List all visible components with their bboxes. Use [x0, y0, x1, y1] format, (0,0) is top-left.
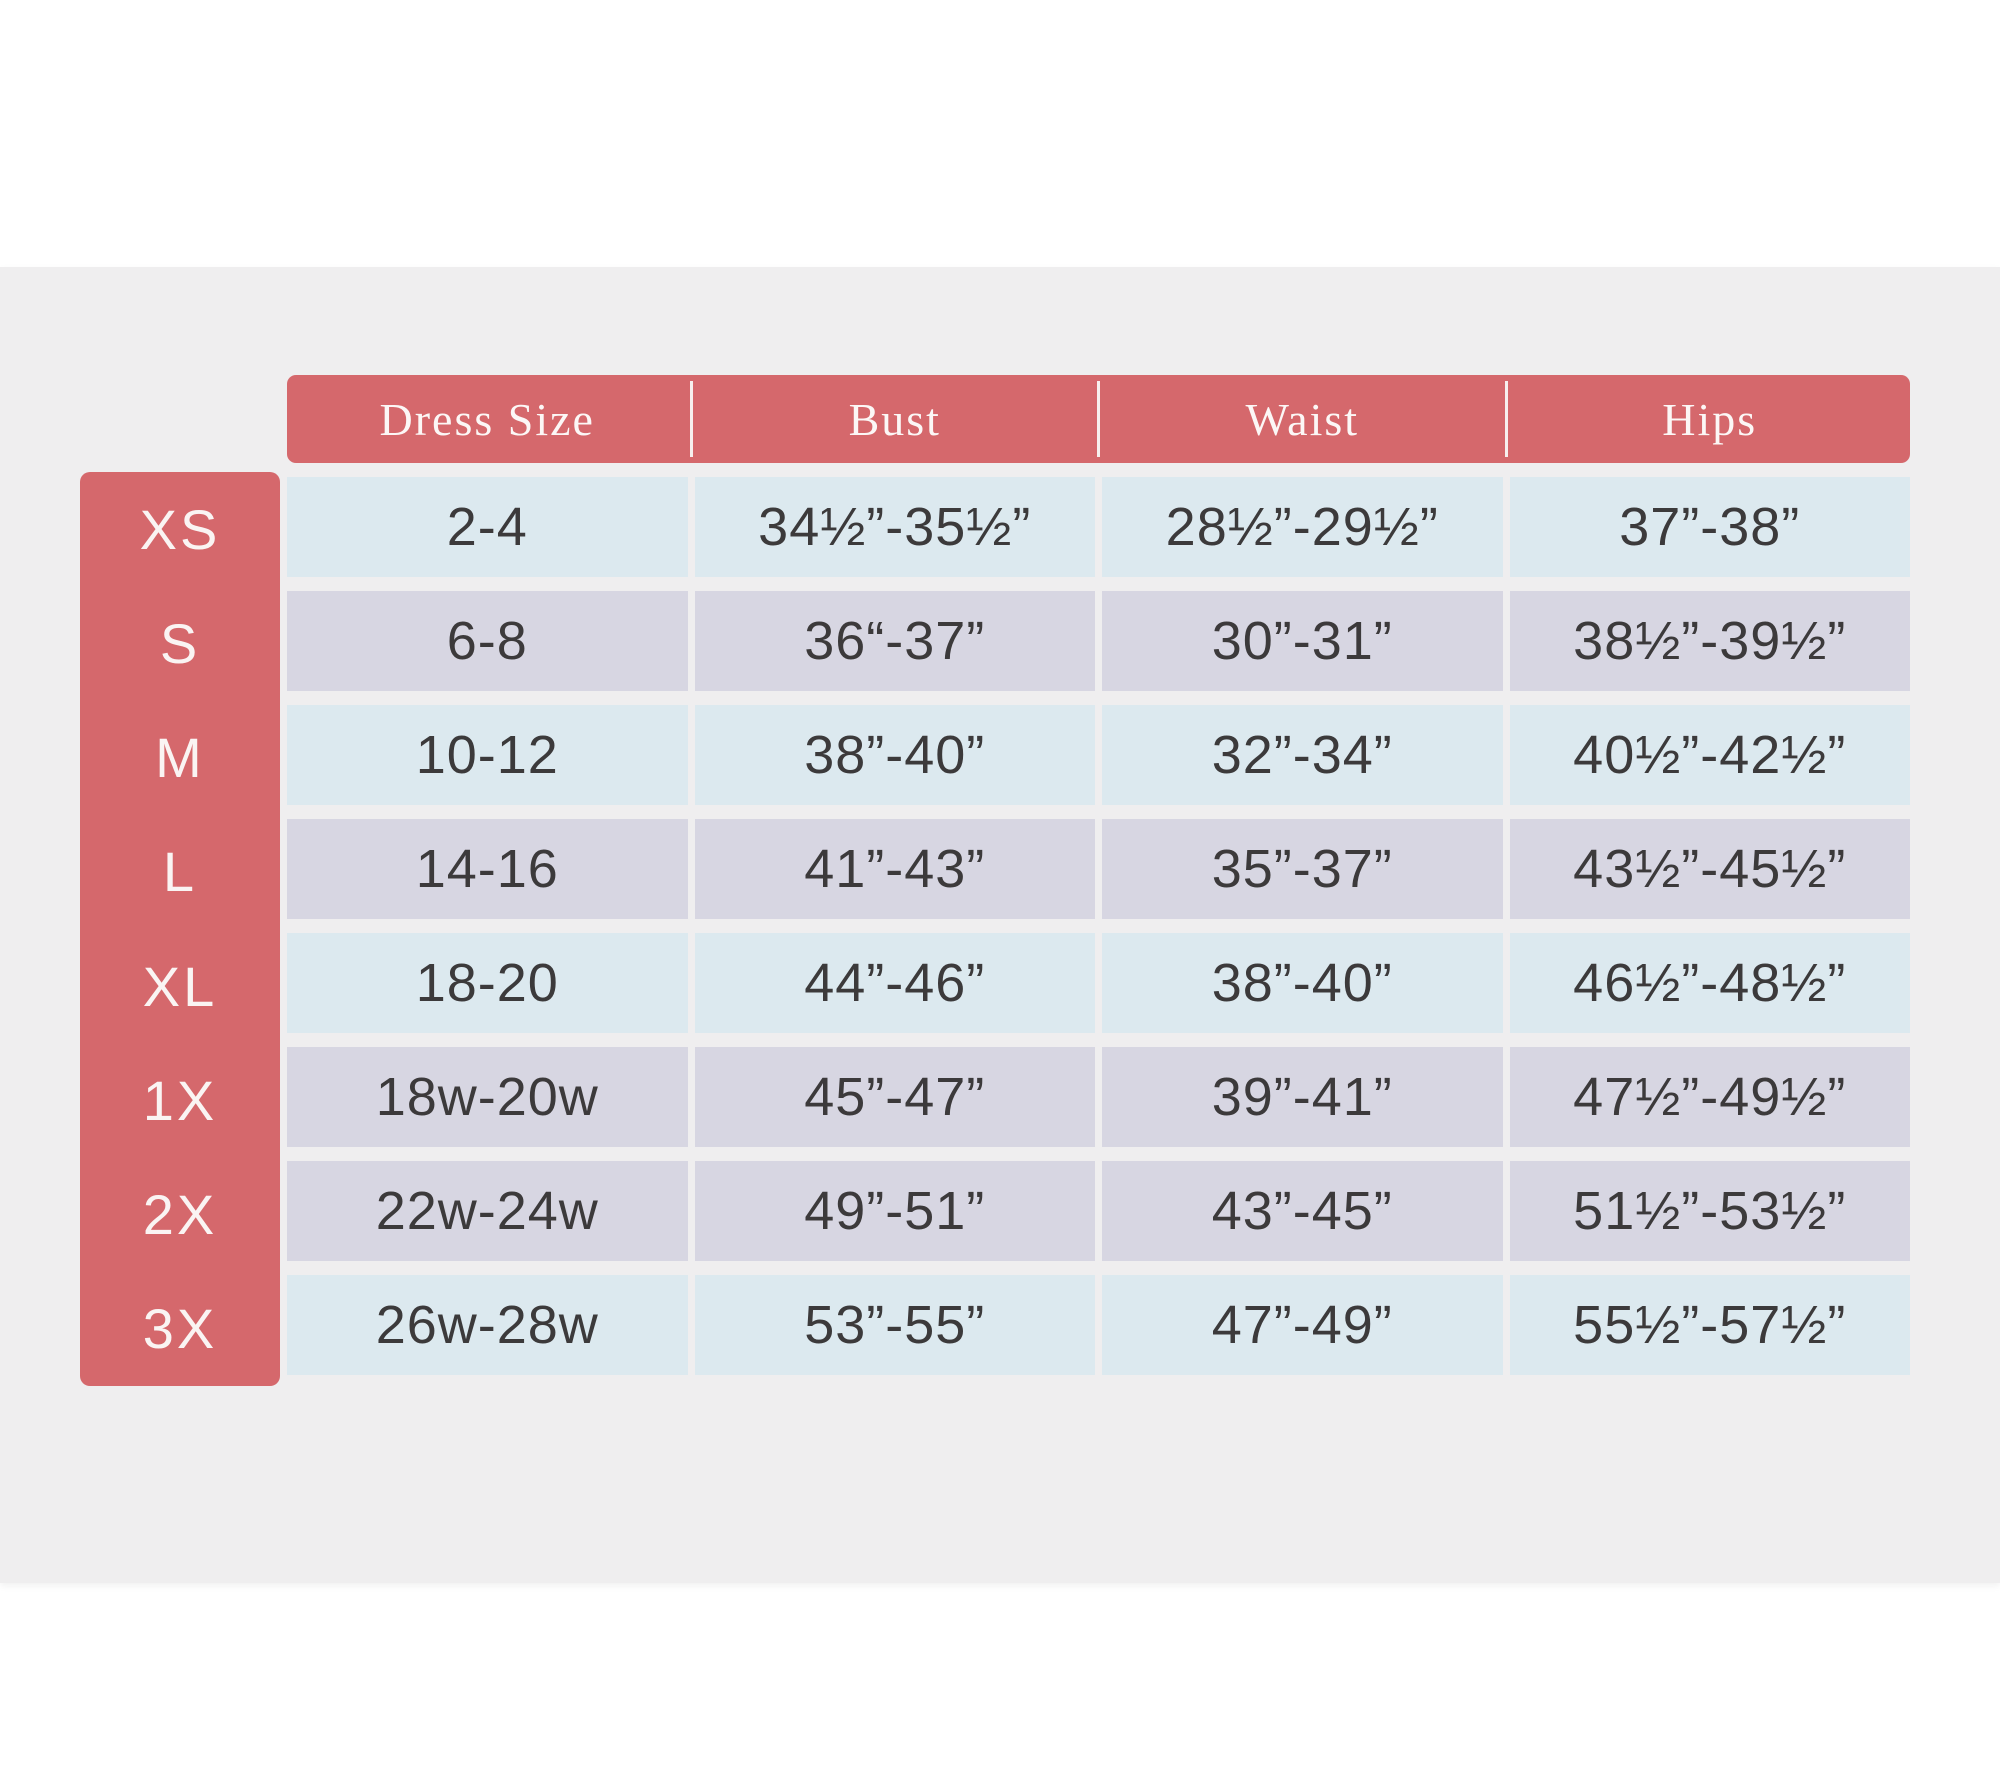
- cell-xl-dress-size: 18-20: [287, 933, 688, 1033]
- table-row-1x: [287, 1047, 1910, 1147]
- column-header-dress-size: Dress Size: [379, 393, 595, 445]
- column-header-waist: Waist: [1102, 375, 1503, 463]
- size-label-m: M: [155, 726, 205, 790]
- cell-3x-hips: 55½”-57½”: [1510, 1275, 1911, 1375]
- cell-3x-waist: 47”-49”: [1102, 1275, 1503, 1375]
- cell-xl-bust: 44”-46”: [695, 933, 1096, 1033]
- size-label-xl: XL: [142, 954, 218, 1018]
- cell-2x-bust: 49”-51”: [695, 1161, 1096, 1261]
- cell-2x-waist: 43”-45”: [1102, 1161, 1503, 1261]
- size-label-2x: 2X: [142, 1183, 218, 1247]
- cell-1x-bust: 45”-47”: [695, 1047, 1096, 1147]
- cell-s-dress-size: 6-8: [287, 591, 688, 691]
- column-header-hips: Hips: [1510, 375, 1911, 463]
- table-row-xl: [287, 933, 1910, 1033]
- cell-l-dress-size: 14-16: [287, 819, 688, 919]
- cell-m-waist: 32”-34”: [1102, 705, 1503, 805]
- cell-m-hips: 40½”-42½”: [1510, 705, 1911, 805]
- size-table: [287, 375, 1910, 1375]
- cell-s-bust: 36“-37”: [695, 591, 1096, 691]
- cell-xl-waist: 38”-40”: [1102, 933, 1503, 1033]
- cell-xs-dress-size: 2-4: [287, 477, 688, 577]
- size-label-s: S: [159, 611, 201, 675]
- cell-m-bust: 38”-40”: [695, 705, 1096, 805]
- cell-m-dress-size: 10-12: [287, 705, 688, 805]
- table-row-l: [287, 819, 1910, 919]
- cell-s-hips: 38½”-39½”: [1510, 591, 1911, 691]
- cell-1x-waist: 39”-41”: [1102, 1047, 1503, 1147]
- cell-2x-dress-size: 22w-24w: [287, 1161, 688, 1261]
- table-row-s: [287, 591, 1910, 691]
- table-header-row: [287, 375, 1910, 463]
- cell-l-hips: 43½”-45½”: [1510, 819, 1911, 919]
- table-row-xs: [287, 477, 1910, 577]
- cell-1x-dress-size: 18w-20w: [287, 1047, 688, 1147]
- cell-3x-dress-size: 26w-28w: [287, 1275, 688, 1375]
- cell-l-waist: 35”-37”: [1102, 819, 1503, 919]
- size-label-3x: 3X: [142, 1297, 218, 1361]
- column-header-bust: Bust: [695, 375, 1096, 463]
- cell-l-bust: 41”-43”: [695, 819, 1096, 919]
- cell-xs-hips: 37”-38”: [1510, 477, 1911, 577]
- size-label-1x: 1X: [142, 1068, 218, 1132]
- cell-xs-waist: 28½”-29½”: [1102, 477, 1503, 577]
- cell-3x-bust: 53”-55”: [695, 1275, 1096, 1375]
- chart-panel: [0, 267, 2000, 1583]
- cell-s-waist: 30”-31”: [1102, 591, 1503, 691]
- table-row-3x: [287, 1275, 1910, 1375]
- table-row-m: [287, 705, 1910, 805]
- cell-xs-bust: 34½”-35½”: [695, 477, 1096, 577]
- cell-1x-hips: 47½”-49½”: [1510, 1047, 1911, 1147]
- table-row-2x: [287, 1161, 1910, 1261]
- cell-xl-hips: 46½”-48½”: [1510, 933, 1911, 1033]
- size-label-l: L: [162, 840, 198, 904]
- size-rail: [80, 472, 280, 1386]
- cell-2x-hips: 51½”-53½”: [1510, 1161, 1911, 1261]
- size-label-xs: XS: [139, 497, 221, 561]
